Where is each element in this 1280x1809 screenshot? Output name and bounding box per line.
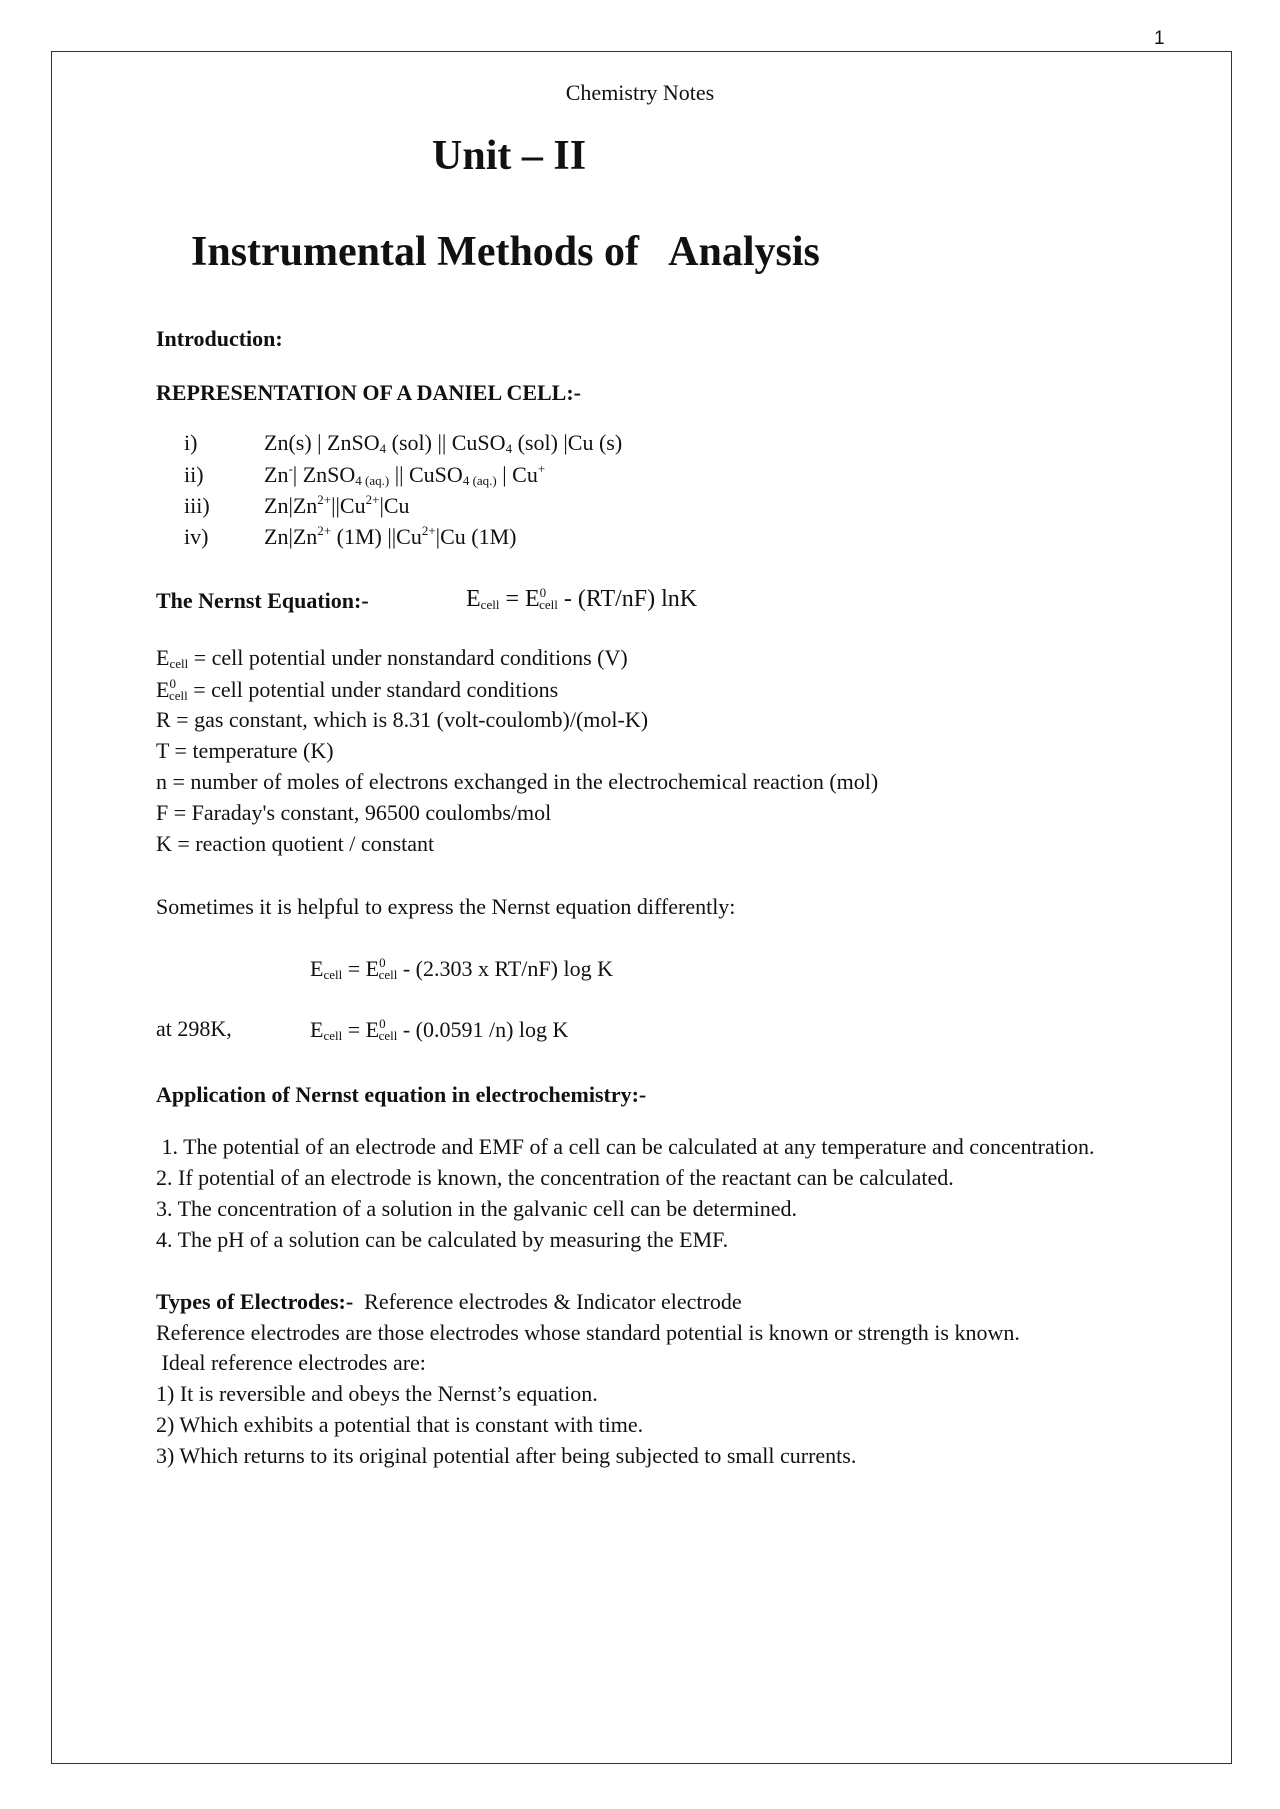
- rep-text: || CuSO: [389, 462, 463, 487]
- rep-sup: +: [537, 461, 546, 476]
- eq-sup: 0: [379, 955, 386, 970]
- eq-sub: cell: [323, 967, 343, 982]
- rep-sub: 4: [379, 441, 387, 456]
- daniel-cell-heading: REPRESENTATION OF A DANIEL CELL:-: [156, 380, 582, 405]
- ideal-item: 1) It is reversible and obeys the Nernst’s equation.: [156, 1381, 598, 1406]
- definition-line: F = Faraday's constant, 96500 coulombs/mol: [156, 800, 552, 825]
- def-sup: 0: [169, 676, 176, 691]
- application-heading: Application of Nernst equation in electrochemistry:-: [156, 1082, 647, 1107]
- eq-sup: 0: [379, 1016, 386, 1031]
- application-item: 3. The concentration of a solution in the galvanic cell can be determined.: [156, 1196, 798, 1221]
- def-text: = cell potential under standard conditions: [187, 677, 559, 702]
- unit-title: Unit – II: [432, 133, 587, 179]
- rep-text: ||Cu: [331, 493, 366, 518]
- eq-text: = E: [342, 956, 380, 981]
- alt-equation-298k: [310, 1016, 568, 1044]
- representation-item: [184, 492, 410, 519]
- rep-number: iii): [184, 493, 210, 518]
- eq-sub: cell: [378, 1028, 398, 1043]
- definition-line: K = reaction quotient / constant: [156, 831, 435, 856]
- eq-text: E: [466, 586, 481, 612]
- rep-text: | Cu: [496, 462, 538, 487]
- def-text: = cell potential under nonstandard conditions (V): [188, 645, 628, 670]
- definition-line: T = temperature (K): [156, 738, 334, 763]
- rep-number: ii): [184, 462, 204, 487]
- eq-text: = E: [499, 586, 540, 612]
- rep-sub: 4 (aq.): [355, 473, 390, 488]
- rep-text: (sol) |Cu (s): [512, 430, 623, 455]
- page-header: Chemistry Notes: [565, 80, 715, 105]
- eq-sub: cell: [480, 597, 500, 612]
- rep-number: iv): [184, 524, 209, 549]
- rep-sub: 4 (aq.): [462, 473, 497, 488]
- rep-text: |Cu: [379, 493, 410, 518]
- definition-line: n = number of moles of electrons exchanged in the electrochemical reaction (mol): [156, 769, 879, 794]
- eq-sub: cell: [539, 597, 558, 612]
- rep-sup: 2+: [317, 492, 332, 507]
- rep-sub: 4: [505, 441, 513, 456]
- electrodes-definition: Reference electrodes are those electrodes whose standard potential is known or strength is known.: [156, 1320, 1020, 1345]
- definition-line: [156, 676, 558, 704]
- def-sub: cell: [168, 688, 188, 703]
- rep-number: i): [184, 430, 198, 455]
- application-item: 4. The pH of a solution can be calculated by measuring the EMF.: [156, 1227, 729, 1252]
- rep-sup: 2+: [317, 523, 332, 538]
- ideal-intro: Ideal reference electrodes are:: [156, 1350, 426, 1375]
- representation-item: [184, 461, 545, 489]
- representation-item: [184, 430, 622, 457]
- rep-text: Zn|Zn: [264, 524, 318, 549]
- rep-sup: -: [288, 461, 293, 476]
- ideal-item: 2) Which exhibits a potential that is constant with time.: [156, 1412, 644, 1437]
- nernst-equation-label: The Nernst Equation:-: [156, 588, 369, 613]
- eq-text: - (0.0591 /n) log K: [397, 1017, 569, 1042]
- representation-item: [184, 523, 516, 550]
- eq-text: = E: [342, 1017, 380, 1042]
- rep-text: (sol) || CuSO: [386, 430, 506, 455]
- eq-sup: 0: [539, 585, 547, 600]
- rep-text: |Cu (1M): [435, 524, 517, 549]
- electrodes-label: Types of Electrodes:-: [156, 1289, 354, 1314]
- eq-text: E: [310, 1017, 324, 1042]
- def-text: E: [156, 677, 170, 702]
- application-item: 1. The potential of an electrode and EMF of a cell can be calculated at any temperature and concentration.: [156, 1134, 1095, 1159]
- main-title: Instrumental Methods of Analysis: [191, 229, 820, 275]
- rep-text: Zn(s) | ZnSO: [264, 430, 380, 455]
- def-sub: cell: [169, 656, 189, 671]
- application-item: 2. If potential of an electrode is known, the concentration of the reactant can be calculated.: [156, 1165, 954, 1190]
- rep-text: | ZnSO: [292, 462, 356, 487]
- definition-line: R = gas constant, which is 8.31 (volt-coulomb)/(mol-K): [156, 707, 649, 732]
- eq-text: - (RT/nF) lnK: [557, 586, 698, 612]
- rep-text: Zn|Zn: [264, 493, 318, 518]
- eq-text: E: [310, 956, 324, 981]
- rep-text: (1M) ||Cu: [331, 524, 422, 549]
- introduction-heading: Introduction:: [156, 326, 283, 351]
- page-number: 1: [1154, 28, 1165, 49]
- helpful-text: Sometimes it is helpful to express the Nernst equation differently:: [156, 894, 736, 919]
- eq-text: - (2.303 x RT/nF) log K: [397, 956, 613, 981]
- eq-sub: cell: [323, 1028, 343, 1043]
- def-text: E: [156, 645, 170, 670]
- electrodes-types: Reference electrodes & Indicator electrode: [353, 1289, 742, 1314]
- definition-line: [156, 645, 628, 672]
- rep-text: Zn: [264, 462, 289, 487]
- rep-sup: 2+: [365, 492, 380, 507]
- electrodes-line: [156, 1289, 742, 1315]
- nernst-equation: [466, 585, 697, 613]
- alt-equation-label: at 298K,: [156, 1016, 232, 1041]
- rep-sup: 2+: [421, 523, 436, 538]
- eq-sub: cell: [378, 967, 398, 982]
- ideal-item: 3) Which returns to its original potential after being subjected to small currents.: [156, 1443, 857, 1468]
- alt-equation-log: [310, 955, 613, 983]
